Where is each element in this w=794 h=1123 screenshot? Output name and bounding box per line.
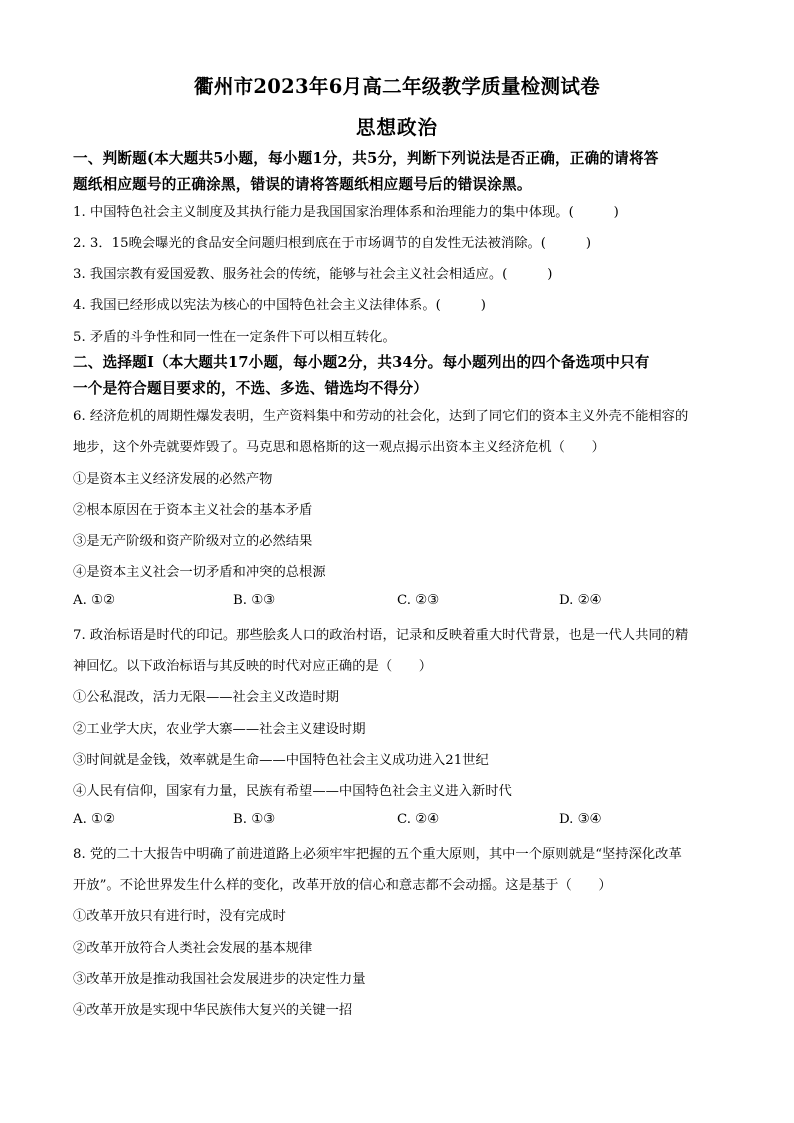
q6-stem-line1: 6. 经济危机的周期性爆发表明，生产资料集中和劳动的社会化，达到了同它们的资本主义外壳不能相容的 xyxy=(73,409,689,424)
exam-title: 衢州市2023年6月高二年级教学质量检测试卷 xyxy=(194,75,600,98)
q7-option-d: D. ③④ xyxy=(559,812,602,827)
q7-choice-3: ③时间就是金钱，效率就是生命——中国特色社会主义成功进入21世纪 xyxy=(73,753,489,768)
q7-option-b: B. ①③ xyxy=(233,812,276,827)
q6-option-a: A. ①② xyxy=(73,593,115,608)
q7-stem-line2: 神回忆。以下政治标语与其反映的时代对应正确的是（ ） xyxy=(73,659,433,674)
q7-choice-1: ①公私混改，活力无限——社会主义改造时期 xyxy=(73,690,339,705)
q6-option-b: B. ①③ xyxy=(233,593,276,608)
q6-stem-line2: 地步，这个外壳就要炸毁了。马克思和恩格斯的这一观点揭示出资本主义经济危机（ ） xyxy=(73,440,605,455)
q8-choice-1: ①改革开放只有进行时，没有完成时 xyxy=(73,909,286,924)
judgment-item-5: 5. 矛盾的斗争性和同一性在一定条件下可以相互转化。 xyxy=(73,330,396,345)
section1-heading-line1: 一、判断题(本大题共5小题，每小题1分，共5分，判断下列说法是否正确，正确的请将答 xyxy=(73,150,659,167)
q7-stem-line1: 7. 政治标语是时代的印记。那些脍炙人口的政治村语，记录和反映着重大时代背景，也是一代人共同的精 xyxy=(73,628,689,643)
judgment-item-3: 3. 我国宗教有爱国爱教、服务社会的传统，能够与社会主义社会相适应。( ) xyxy=(73,267,553,282)
q8-stem-line2: 开放”。不论世界发生什么样的变化，改革开放的信心和意志都不会动摇。这是基于（ ） xyxy=(73,878,612,893)
section2-heading-line2: 一个是符合题目要求的，不选、多选、错选均不得分） xyxy=(73,380,429,397)
exam-subject: 思想政治 xyxy=(355,116,438,139)
q8-choice-3: ③改革开放是推动我国社会发展进步的决定性力量 xyxy=(73,972,366,987)
q6-choice-3: ③是无产阶级和资产阶级对立的必然结果 xyxy=(73,534,313,549)
q8-choice-2: ②改革开放符合人类社会发展的基本规律 xyxy=(73,941,313,956)
q7-choice-4: ④人民有信仰，国家有力量，民族有希望——中国特色社会主义进入新时代 xyxy=(73,784,512,799)
judgment-item-4: 4. 我国已经形成以宪法为核心的中国特色社会主义法律体系。( ) xyxy=(73,298,486,313)
q6-choice-1: ①是资本主义经济发展的必然产物 xyxy=(73,472,273,487)
section2-heading-line1: 二、选择题Ⅰ（本大题共17小题，每小题2分，共34分。每小题列出的四个备选项中只有 xyxy=(73,354,650,371)
judgment-item-2: 2. 3．15晚会曝光的食品安全问题归根到底在于市场调节的自发性无法被消除。( ) xyxy=(73,236,592,251)
judgment-item-1: 1. 中国特色社会主义制度及其执行能力是我国国家治理体系和治理能力的集中体现。( ) xyxy=(73,205,619,220)
section1-heading-line2: 题纸相应题号的正确涂黑，错误的请将答题纸相应题号后的错误涂黑。 xyxy=(73,176,532,193)
q7-choice-2: ②工业学大庆，农业学大寨——社会主义建设时期 xyxy=(73,722,366,737)
q6-choice-2: ②根本原因在于资本主义社会的基本矛盾 xyxy=(73,503,313,518)
q6-option-d: D. ②④ xyxy=(559,593,602,608)
q8-stem-line1: 8. 党的二十大报告中明确了前进道路上必须牢牢把握的五个重大原则，其中一个原则就是“坚持深化改革 xyxy=(73,847,682,862)
q7-option-a: A. ①② xyxy=(73,812,115,827)
q6-option-c: C. ②③ xyxy=(397,593,439,608)
q8-choice-4: ④改革开放是实现中华民族伟大复兴的关键一招 xyxy=(73,1003,353,1018)
q6-choice-4: ④是资本主义社会一切矛盾和冲突的总根源 xyxy=(73,565,326,580)
q7-option-c: C. ②④ xyxy=(397,812,439,827)
